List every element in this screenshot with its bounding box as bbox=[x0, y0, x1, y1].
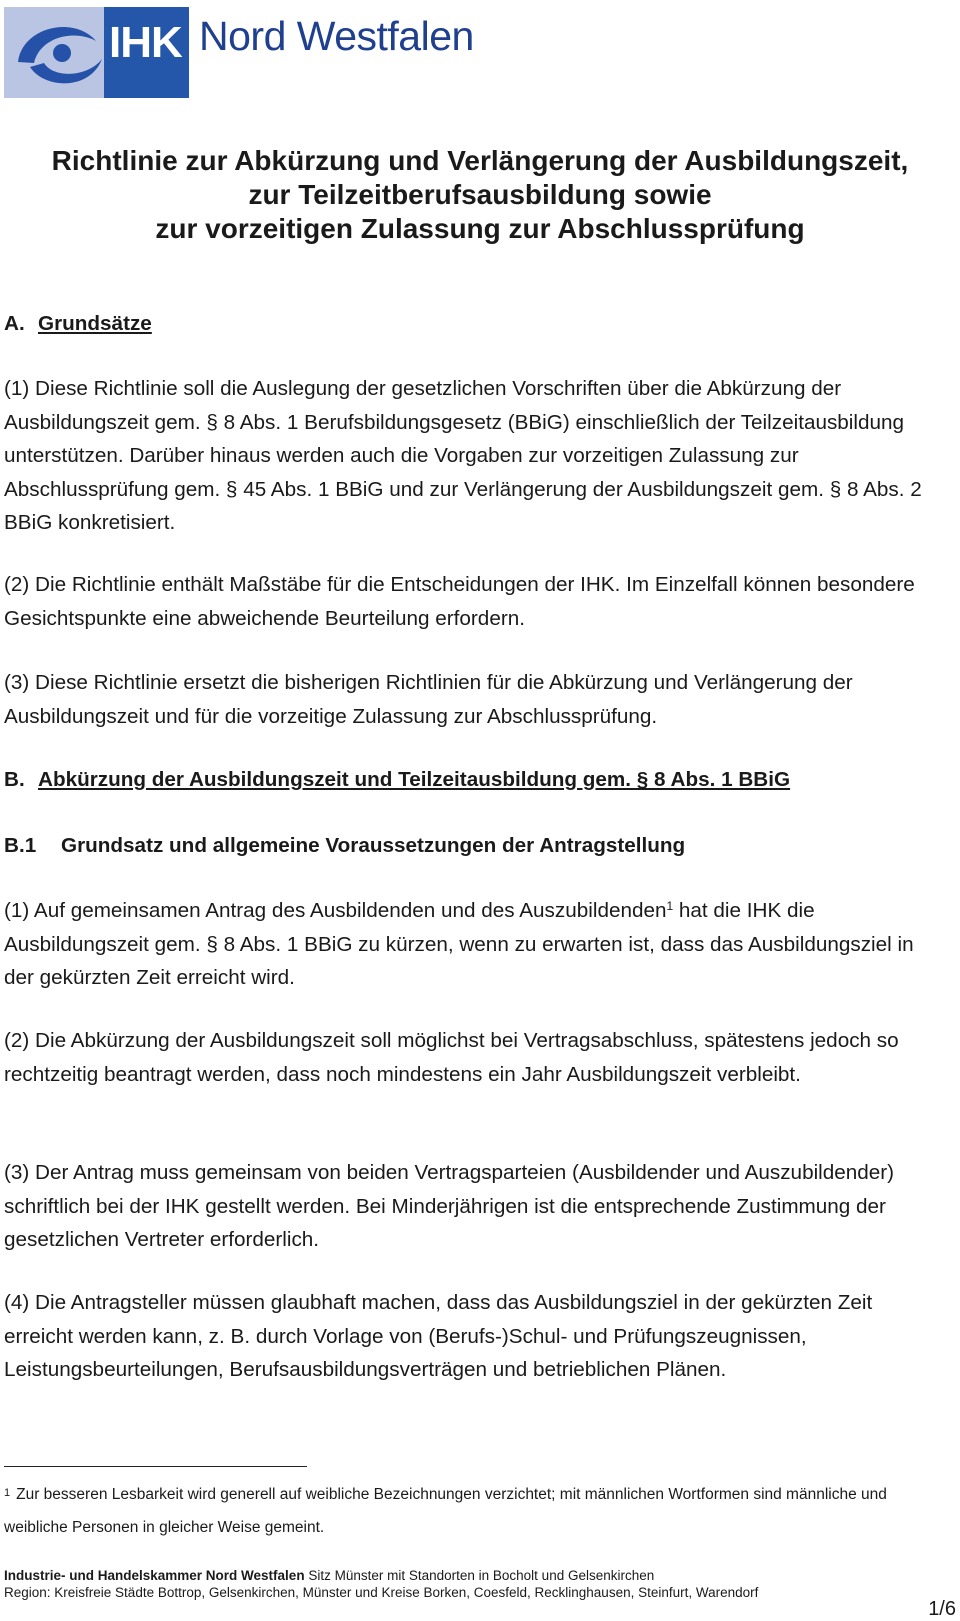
section-b1-paragraph-3: (3) Der Antrag muss gemeinsam von beiden Vertragsparteien (Ausbildender und Auszubildender) schriftlich bei der IHK gestellt werden. Bei Minderjährigen ist die entsprechende Zustimmung der gesetzlichen Vertreter erforderlich. bbox=[4, 1161, 895, 1252]
footnote-text: Zur besseren Lesbarkeit wird generell auf weibliche Bezeichnungen verzichtet; mit männlichen Wortformen sind männliche und weibliche Personen in gleicher Weise gemeint. bbox=[4, 1486, 887, 1536]
ihk-logo bbox=[4, 7, 189, 98]
section-b1-title: Grundsatz und allgemeine Voraussetzungen der Antragstellung bbox=[61, 834, 686, 857]
footer-region: Region: Kreisfreie Städte Bottrop, Gelsenkirchen, Münster und Kreise Borken, Coesfeld, Recklinghausen, Steinfurt, Warendorf bbox=[4, 1585, 759, 1600]
logo-region-text: Nord Westfalen bbox=[199, 13, 474, 59]
footer-seat: Sitz Münster mit Standorten in Bocholt und Gelsenkirchen bbox=[308, 1568, 655, 1583]
title-line-1: Richtlinie zur Abkürzung und Verlängerung der Ausbildungszeit, bbox=[51, 145, 909, 176]
section-a-paragraph-2: (2) Die Richtlinie enthält Maßstäbe für die Entscheidungen der IHK. Im Einzelfall können besondere Gesichtspunkte eine abweichende Beurteilung erfordern. bbox=[4, 573, 915, 630]
section-b-letter: B. bbox=[4, 768, 25, 791]
footnote bbox=[4, 1478, 939, 1544]
logo-mark: IHK bbox=[109, 18, 182, 67]
section-a-paragraph-1: (1) Diese Richtlinie soll die Auslegung der gesetzlichen Vorschriften über die Abkürzung der Ausbildungszeit gem. § 8 Abs. 1 Berufsbildungsgesetz (BBiG) einschließlich der Teilzeitausbildung unterstützen. Darüber hinaus werden auch die Vorgaben zur vorzeitigen Zulassung zur Abschlussprüfung gem. § 45 Abs. 1 BBiG und zur Verlängerung der Ausbildungszeit gem. § 8 Abs. 2 BBiG konkretisiert. bbox=[4, 377, 922, 535]
section-b1-paragraph-1 bbox=[4, 894, 939, 995]
section-a-title: Grundsätze bbox=[38, 312, 152, 335]
section-b1-heading bbox=[4, 829, 939, 863]
paragraph-text: hat die IHK die Ausbildungszeit gem. § 8 Abs. 1 BBiG zu kürzen, wenn zu erwarten ist, dass das Ausbildungsziel in der gekürzten Zeit erreicht wird. bbox=[4, 899, 914, 990]
document-title bbox=[0, 144, 960, 246]
footer-line-1 bbox=[4, 1568, 654, 1584]
section-b-heading bbox=[4, 763, 939, 797]
section-a-paragraph-3: (3) Diese Richtlinie ersetzt die bisherigen Richtlinien für die Abkürzung und Verlängerung der Ausbildungszeit und für die vorzeitige Zulassung zur Abschlussprüfung. bbox=[4, 671, 853, 728]
section-b-title: Abkürzung der Ausbildungszeit und Teilzeitausbildung gem. § 8 Abs. 1 BBiG bbox=[38, 768, 791, 791]
section-a-heading bbox=[4, 307, 939, 341]
section-b1-paragraph-2: (2) Die Abkürzung der Ausbildungszeit soll möglichst bei Vertragsabschluss, spätestens jedoch so rechtzeitig beantragt werden, dass noch mindestens ein Jahr Ausbildungszeit verbleibt. bbox=[4, 1029, 899, 1086]
footnote-divider bbox=[4, 1466, 307, 1467]
paragraph-text: (1) Auf gemeinsamen Antrag des Ausbildenden und des Auszubildenden bbox=[4, 899, 667, 922]
footnote-marker: 1 bbox=[4, 1487, 11, 1499]
title-line-3: zur vorzeitigen Zulassung zur Abschlussprüfung bbox=[155, 213, 805, 244]
footnote-ref: 1 bbox=[666, 899, 674, 913]
section-a-letter: A. bbox=[4, 312, 25, 335]
title-line-2: zur Teilzeitberufsausbildung sowie bbox=[248, 179, 712, 210]
page-number: 1/6 bbox=[928, 1598, 956, 1620]
section-b1-paragraph-4: (4) Die Antragsteller müssen glaubhaft machen, dass das Ausbildungsziel in der gekürzten Zeit erreicht werden kann, z. B. durch Vorlage von (Berufs-)Schul- und Prüfungszeugnissen, Leistungsbeurteilungen, Berufsausbildungsverträgen und betrieblichen Plänen. bbox=[4, 1291, 873, 1382]
footer-org: Industrie- und Handelskammer Nord Westfalen bbox=[4, 1568, 305, 1583]
section-b1-number: B.1 bbox=[4, 834, 37, 857]
